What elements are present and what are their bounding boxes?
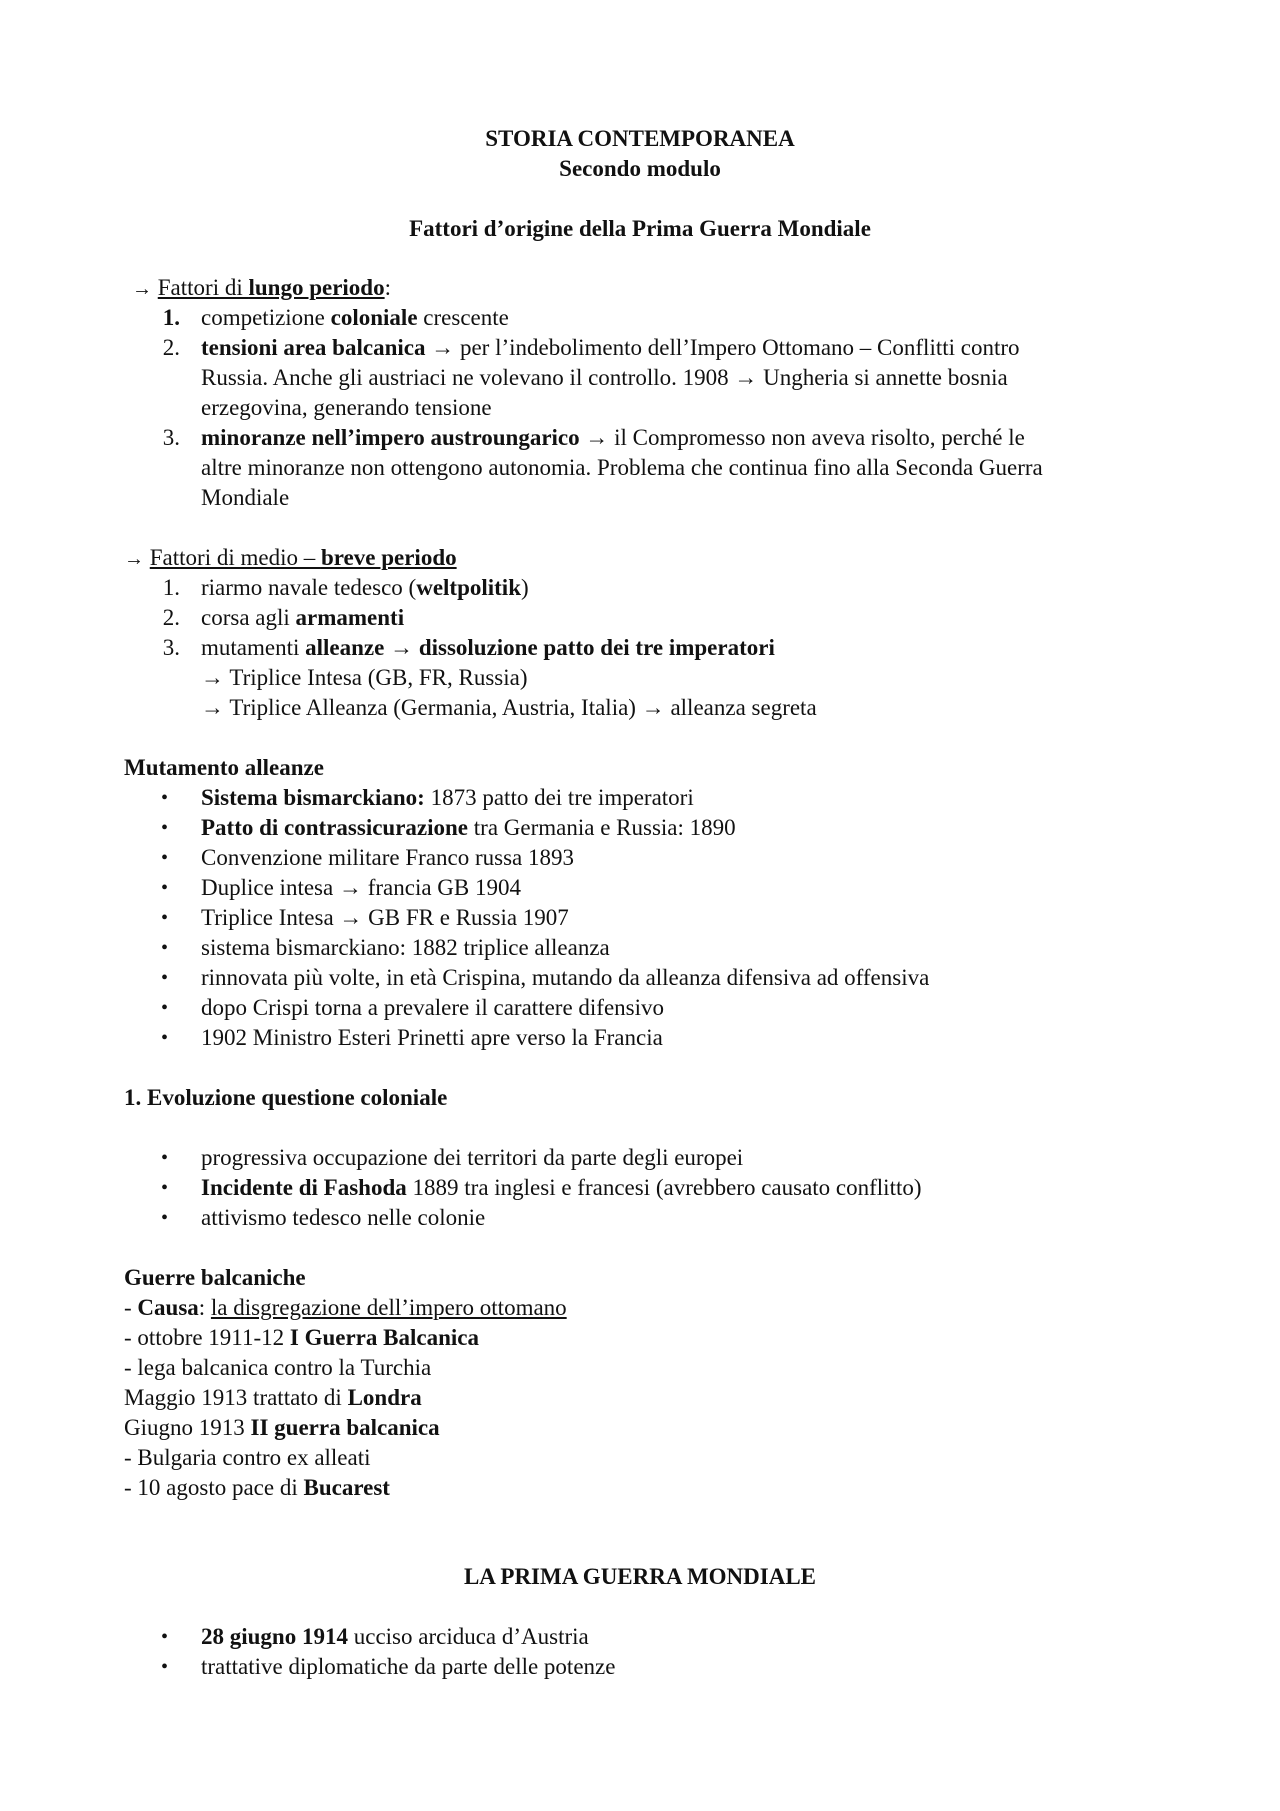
bullet-icon: •: [161, 967, 169, 989]
document-title: STORIA CONTEMPORANEA: [485, 126, 795, 151]
section-heading: Guerre balcaniche: [124, 1265, 306, 1290]
list-item: tensioni area balcanica → per l’indebolimento dell’Impero Ottomano – Conflitti contro: [201, 335, 1020, 360]
list-item-continuation: erzegovina, generando tensione: [201, 395, 492, 420]
bullet-item: Triplice Intesa → GB FR e Russia 1907: [201, 905, 569, 930]
text-line: Maggio 1913 trattato di Londra: [124, 1385, 422, 1410]
document-subtitle: Secondo modulo: [559, 156, 721, 181]
bullet-item: progressiva occupazione dei territori da parte degli europei: [201, 1145, 744, 1170]
list-number: 3.: [162, 425, 180, 450]
bullet-item: sistema bismarckiano: 1882 triplice alleanza: [201, 935, 610, 960]
text-line: - 10 agosto pace di Bucarest: [124, 1475, 390, 1500]
bullet-icon: •: [161, 1207, 169, 1229]
text-line: - Causa: la disgregazione dell’impero ottomano: [124, 1295, 567, 1320]
bullet-item: 1902 Ministro Esteri Prinetti apre verso la Francia: [201, 1025, 663, 1050]
list-number: 2.: [162, 335, 180, 360]
bullet-icon: •: [161, 1177, 169, 1199]
section-heading: 1. Evoluzione questione coloniale: [124, 1085, 448, 1110]
text-line: - ottobre 1911-12 I Guerra Balcanica: [124, 1325, 479, 1350]
bullet-icon: •: [161, 937, 169, 959]
bullet-item: rinnovata più volte, in età Crispina, mutando da alleanza difensiva ad offensiva: [201, 965, 930, 990]
lungo-periodo-heading: → Fattori di lungo periodo:: [132, 275, 391, 300]
bullet-icon: •: [161, 877, 169, 899]
sub-item: → Triplice Intesa (GB, FR, Russia): [201, 665, 528, 690]
bullet-icon: •: [161, 847, 169, 869]
bullet-icon: •: [161, 1147, 169, 1169]
list-number: 2.: [162, 605, 180, 630]
bullet-icon: •: [161, 1656, 169, 1678]
list-item-continuation: Mondiale: [201, 485, 290, 510]
medio-periodo-heading: → Fattori di medio – breve periodo: [124, 545, 457, 570]
list-number: 1.: [162, 305, 180, 330]
sub-item: → Triplice Alleanza (Germania, Austria, Italia) → alleanza segreta: [201, 695, 817, 720]
arrow-icon: →: [124, 548, 144, 570]
bullet-item: dopo Crispi torna a prevalere il carattere difensivo: [201, 995, 665, 1020]
bullet-item: Convenzione militare Franco russa 1893: [201, 845, 575, 870]
arrow-icon: →: [132, 278, 152, 300]
bullet-icon: •: [161, 787, 169, 809]
bullet-icon: •: [161, 1027, 169, 1049]
text-line: - Bulgaria contro ex alleati: [124, 1445, 371, 1470]
bullet-item: 28 giugno 1914 ucciso arciduca d’Austria: [201, 1624, 589, 1649]
section-title: LA PRIMA GUERRA MONDIALE: [463, 1564, 817, 1589]
bullet-item: Incidente di Fashoda 1889 tra inglesi e francesi (avrebbero causato conflitto): [201, 1175, 922, 1200]
bullet-icon: •: [161, 1626, 169, 1648]
section-title: Fattori d’origine della Prima Guerra Mondiale: [409, 216, 871, 241]
text-line: Giugno 1913 II guerra balcanica: [124, 1415, 440, 1440]
bullet-item: Patto di contrassicurazione tra Germania e Russia: 1890: [201, 815, 736, 840]
bullet-item: attivismo tedesco nelle colonie: [201, 1205, 486, 1230]
list-item: minoranze nell’impero austroungarico → il Compromesso non aveva risolto, perché le: [201, 425, 1025, 450]
bullet-item: Duplice intesa → francia GB 1904: [201, 875, 521, 900]
bullet-icon: •: [161, 997, 169, 1019]
list-number: 1.: [162, 575, 180, 600]
list-item-continuation: altre minoranze non ottengono autonomia. Problema che continua fino alla Seconda Guerra: [201, 455, 1043, 480]
bullet-item: trattative diplomatiche da parte delle potenze: [201, 1654, 616, 1679]
list-item: riarmo navale tedesco (weltpolitik): [201, 575, 529, 600]
text-line: - lega balcanica contro la Turchia: [124, 1355, 432, 1380]
list-item: corsa agli armamenti: [201, 605, 405, 630]
list-item: competizione coloniale crescente: [201, 305, 509, 330]
bullet-icon: •: [161, 907, 169, 929]
list-item-continuation: Russia. Anche gli austriaci ne volevano il controllo. 1908 → Ungheria si annette bosnia: [201, 365, 1008, 390]
bullet-item: Sistema bismarckiano: 1873 patto dei tre imperatori: [201, 785, 694, 810]
section-heading: Mutamento alleanze: [124, 755, 324, 780]
bullet-icon: •: [161, 817, 169, 839]
list-item: mutamenti alleanze → dissoluzione patto dei tre imperatori: [201, 635, 775, 660]
list-number: 3.: [162, 635, 180, 660]
